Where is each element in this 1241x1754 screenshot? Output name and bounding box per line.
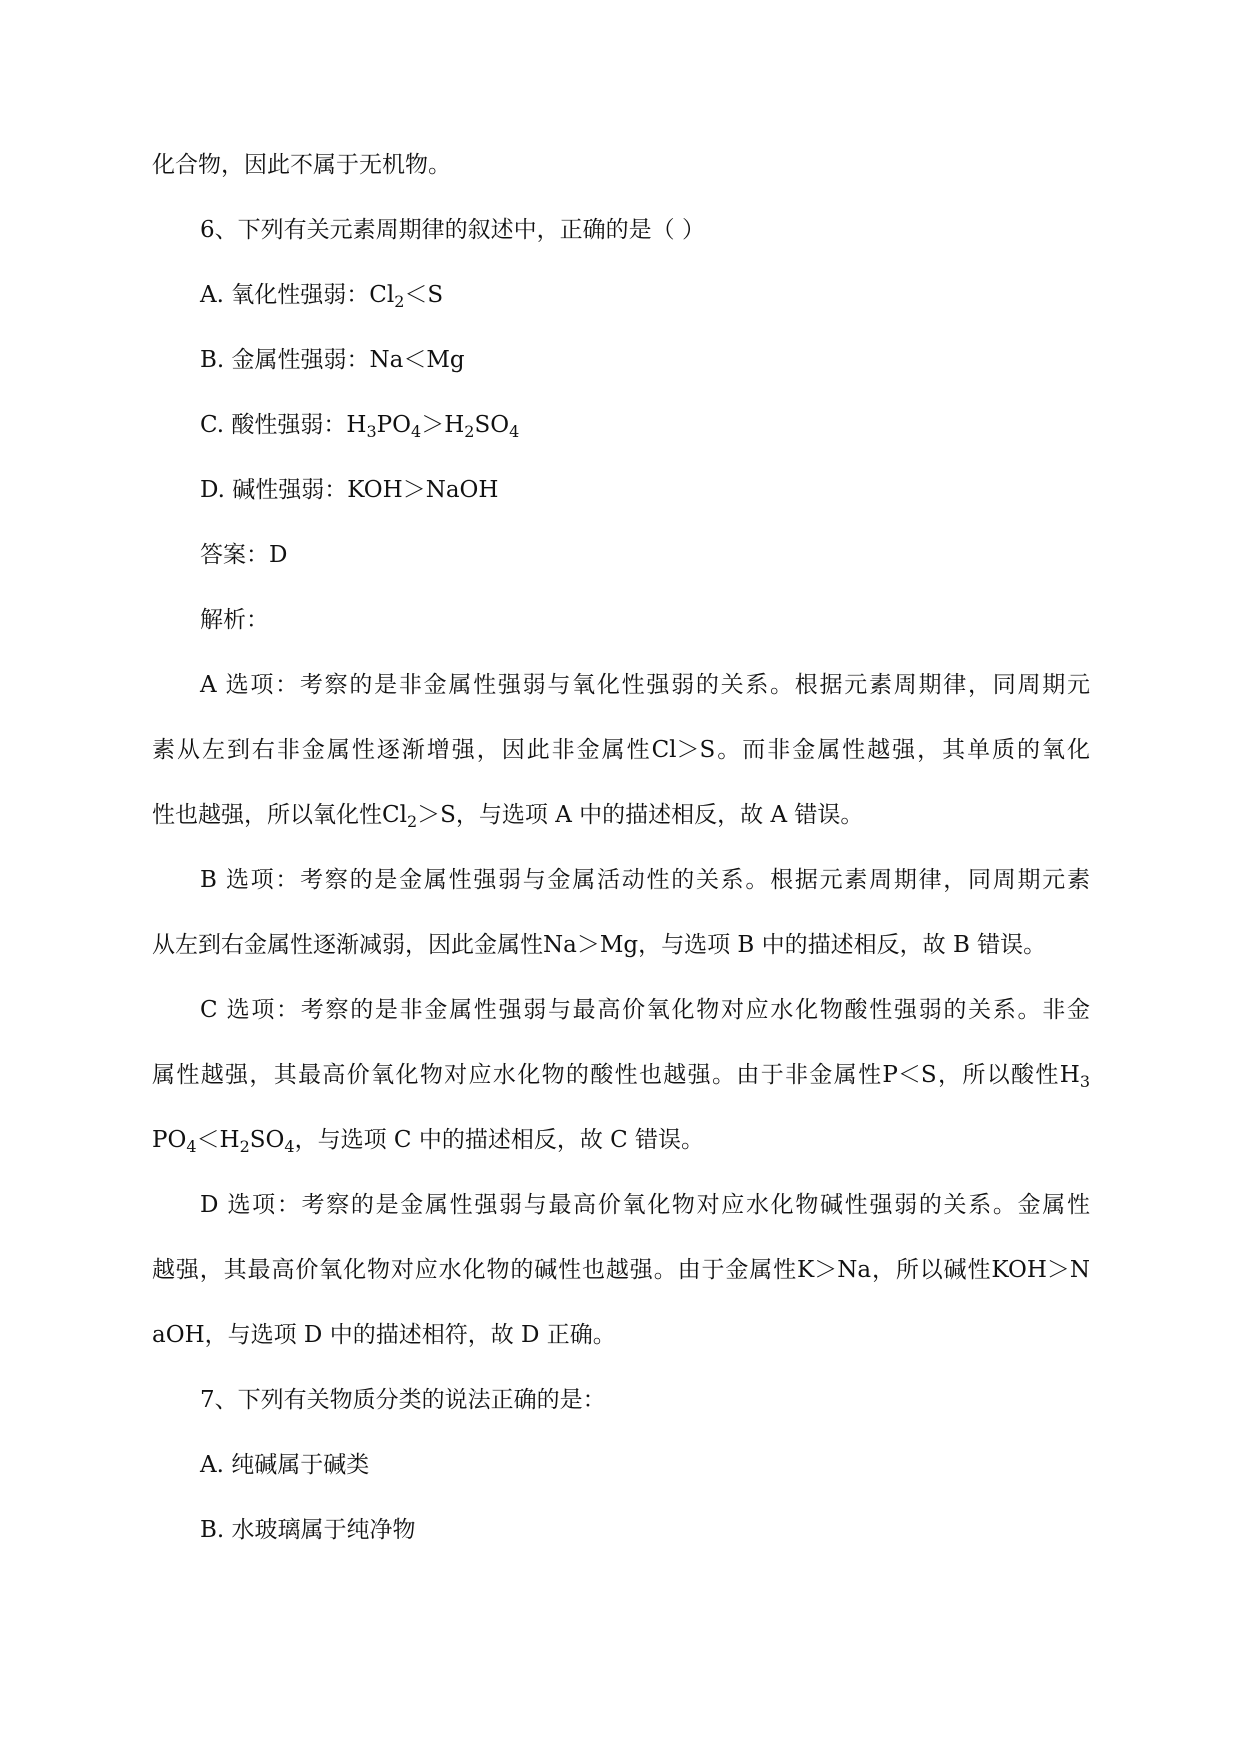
analysis-b-line-2: 从左到右金属性逐渐减弱，因此金属性Na＞Mg，与选项 B 中的描述相反，故 B 错误。 xyxy=(152,932,1047,958)
analysis-d-line-1: D 选项：考察的是金属性强弱与最高价氧化物对应水化物碱性强弱的关系。金属性 xyxy=(200,1192,1090,1218)
analysis-a-line-3-text: 性也越强，所以氧化性 xyxy=(152,802,382,828)
analysis-b-line-1: B 选项：考察的是金属性强弱与金属活动性的关系。根据元素周期律，同周期元素 xyxy=(200,867,1090,893)
q7-stem: 7、下列有关物质分类的说法正确的是： xyxy=(200,1387,606,1413)
analysis-d-line-3: aOH，与选项 D 中的描述相符，故 D 正确。 xyxy=(152,1322,616,1348)
analysis-d-line-2: 越强，其最高价氧化物对应水化物的碱性也越强。由于金属性K＞Na，所以碱性KOH＞N xyxy=(152,1257,1090,1283)
analysis-a-line-3-tail: 与选项 A 中的描述相反，故 A 错误。 xyxy=(478,802,864,828)
q6-option-d: D. 碱性强弱：KOH＞NaOH xyxy=(200,477,499,503)
formula-h3po4-gt-h2so4: $H_3PO_4>H_2SO_4$ xyxy=(346,412,520,441)
q6-stem: 6、下列有关元素周期律的叙述中，正确的是（ ） xyxy=(200,217,705,243)
q6-option-c xyxy=(200,410,519,440)
analysis-label: 解析： xyxy=(200,607,269,633)
q7-option-b: B. 水玻璃属于纯净物 xyxy=(200,1517,416,1543)
q6-option-b: B. 金属性强弱：Na＜Mg xyxy=(200,347,465,373)
formula-cl2-lt-s: $Cl_2<S$ xyxy=(369,282,444,311)
q6-option-a xyxy=(200,280,443,310)
formula-po4-lt-h2so4: $PO_4<H_2SO_4$， xyxy=(152,1127,318,1156)
q6-option-a-label: A. 氧化性强弱： xyxy=(200,282,370,308)
q6-answer: 答案：D xyxy=(200,542,288,568)
analysis-c-line-3-tail: 与选项 C 中的描述相反，故 C 错误。 xyxy=(317,1127,705,1153)
q6-option-c-label: C. 酸性强弱： xyxy=(200,412,347,438)
analysis-a-line-3 xyxy=(152,800,863,830)
analysis-a-line-2: 素从左到右非金属性逐渐增强，因此非金属性Cl＞S。而非金属性越强，其单质的氧化 xyxy=(152,737,1090,763)
analysis-c-line-1: C 选项：考察的是非金属性强弱与最高价氧化物对应水化物酸性强弱的关系。非金 xyxy=(200,997,1090,1023)
q5-tail-text: 化合物，因此不属于无机物。 xyxy=(152,152,451,178)
analysis-a-line-1: A 选项：考察的是非金属性强弱与氧化性强弱的关系。根据元素周期律，同周期元 xyxy=(200,672,1090,698)
analysis-c-line-2-text: 属性越强，其最高价氧化物对应水化物的酸性也越强。由于非金属性P＜S，所以酸性 xyxy=(152,1062,1060,1088)
analysis-c-line-3 xyxy=(152,1125,704,1155)
analysis-c-line-2: 属性越强，其最高价氧化物对应水化物的酸性也越强。由于非金属性P＜S，所以酸性$H_3$ xyxy=(152,1062,1090,1091)
q7-option-a: A. 纯碱属于碱类 xyxy=(200,1452,370,1478)
formula-cl2-gt-s: $Cl_2>S$， xyxy=(382,802,479,831)
